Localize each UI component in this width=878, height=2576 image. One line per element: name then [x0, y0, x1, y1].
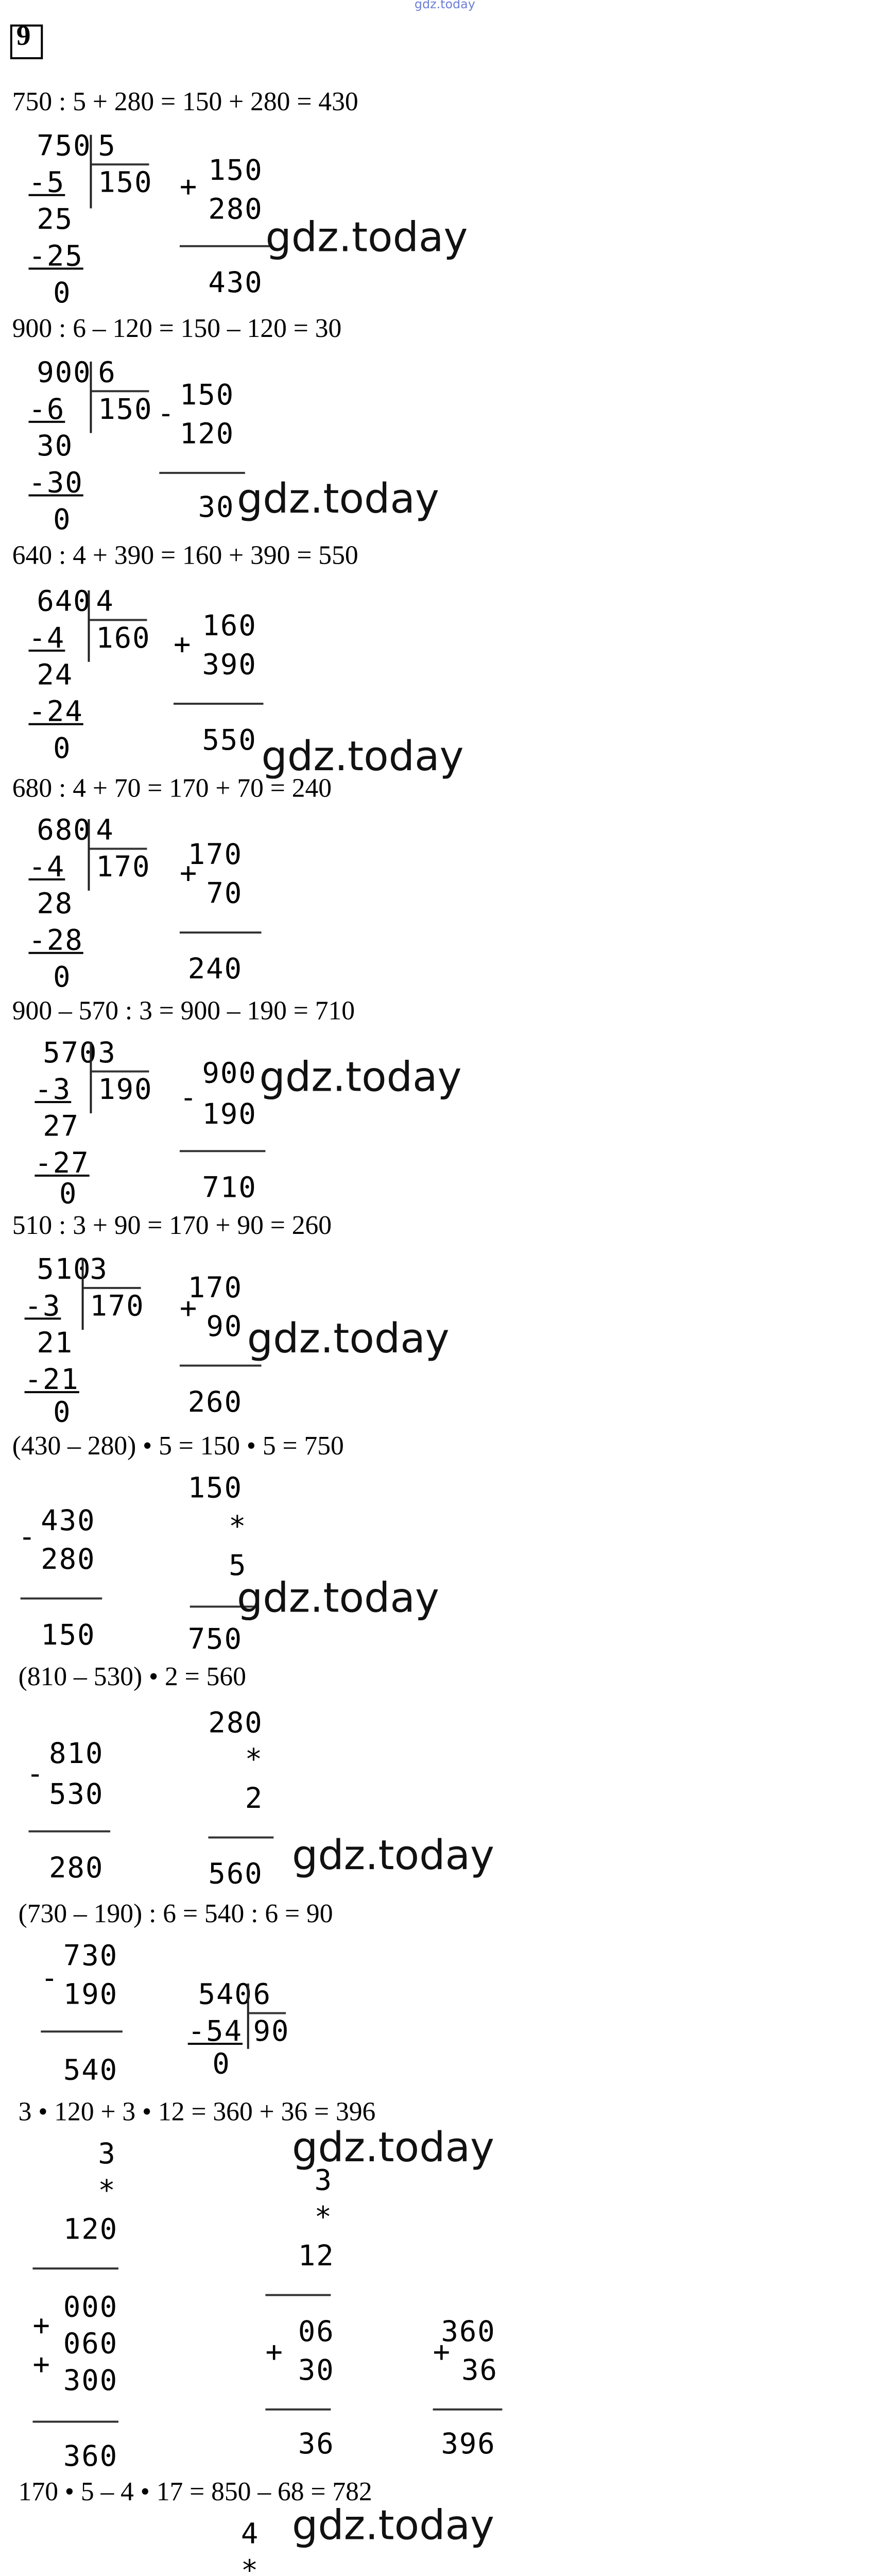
subtrahend-1: -5: [28, 167, 65, 200]
dividend: 640: [37, 586, 92, 619]
division-bar: [88, 590, 90, 662]
subtrahend-2: -28: [28, 925, 83, 958]
operand-b: 280: [41, 1544, 96, 1577]
subtrahend-1: -4: [28, 852, 65, 885]
partial-2: 060: [63, 2329, 118, 2362]
subtrahend-2: -24: [28, 697, 83, 730]
operand-b: 90: [206, 1311, 243, 1344]
remainder-2: 0: [53, 278, 72, 311]
equation-5: 900 – 570 : 3 = 900 – 190 = 710: [12, 994, 355, 1026]
operator: +: [32, 2349, 51, 2382]
operand-a: 3: [314, 2165, 333, 2198]
partial-2: 30: [298, 2355, 335, 2388]
product-line: [208, 1837, 273, 1839]
partial-1: 06: [298, 2316, 335, 2349]
sum-line: [180, 931, 262, 934]
operand-b: 190: [202, 1099, 257, 1132]
equation-11: 170 • 5 – 4 • 17 = 850 – 68 = 782: [18, 2476, 372, 2507]
divisor: 4: [96, 586, 114, 619]
watermark: gdz.today: [247, 1313, 450, 1363]
equation-7: (430 – 280) • 5 = 150 • 5 = 750: [12, 1430, 344, 1461]
watermark: gdz.today: [291, 2500, 495, 2550]
operand-b: 2: [245, 1783, 264, 1816]
operator: -: [26, 1758, 45, 1792]
subtrahend-2: -30: [28, 467, 83, 501]
operand-a: 4: [240, 2518, 260, 2552]
operand-a: 160: [202, 611, 257, 643]
result: 150: [41, 1620, 96, 1653]
operand-a: 280: [208, 1707, 263, 1741]
product-line: [265, 2294, 331, 2296]
equation-9: (730 – 190) : 6 = 540 : 6 = 90: [18, 1897, 333, 1928]
remainder-1: 30: [37, 431, 74, 464]
watermark: gdz.today: [265, 212, 468, 262]
subtrahend-1: -54: [187, 2016, 243, 2049]
watermark: gdz.today: [236, 473, 439, 523]
division-bar: [82, 1258, 84, 1330]
operator: *: [98, 2175, 116, 2209]
operand-a: 900: [202, 1058, 257, 1091]
operand-b: 190: [63, 1979, 118, 2012]
remainder-1: 27: [43, 1111, 80, 1144]
sum-line: [32, 2421, 118, 2423]
operand-a: 430: [41, 1505, 96, 1538]
subtrahend-1: -6: [28, 394, 65, 427]
difference-line: [29, 1831, 111, 1833]
subtrahend-2: -21: [24, 1364, 79, 1398]
operator: +: [174, 629, 192, 662]
equation-3: 640 : 4 + 390 = 160 + 390 = 550: [12, 539, 358, 570]
operand-a: 150: [208, 155, 263, 188]
operand-b: 390: [202, 649, 257, 683]
watermark: gdz.today: [236, 1573, 439, 1622]
task-number: 9: [16, 22, 31, 54]
quotient: 170: [90, 1291, 145, 1324]
remainder-1: 21: [37, 1328, 74, 1361]
operator: -: [41, 1963, 59, 1996]
dividend: 570: [43, 1038, 98, 1071]
result: 240: [187, 954, 243, 987]
sum-line: [180, 245, 269, 247]
subtrahend-2: -27: [35, 1148, 90, 1181]
operand-b: 5: [229, 1550, 247, 1583]
divisor: 5: [98, 130, 116, 164]
difference-line: [41, 2030, 123, 2032]
operator: +: [179, 858, 198, 891]
divisor: 4: [96, 815, 114, 848]
partial-3: 300: [63, 2365, 118, 2398]
operand-b: 70: [206, 878, 243, 911]
result: 360: [63, 2441, 118, 2474]
result: 550: [202, 725, 257, 758]
division-bar: [90, 1042, 92, 1113]
operand-a: 360: [441, 2316, 496, 2349]
difference-line: [21, 1598, 102, 1600]
quotient: 90: [253, 2016, 290, 2049]
division-bar: [90, 362, 92, 433]
operator: -: [179, 1082, 198, 1115]
division-bar: [247, 1984, 249, 2049]
operator: +: [433, 2336, 452, 2370]
remainder-2: 0: [53, 733, 72, 766]
operand-b: 120: [63, 2214, 118, 2247]
operator: *: [229, 1512, 247, 1545]
operand-a: 170: [187, 1273, 243, 1306]
result: 36: [298, 2429, 335, 2462]
operand-a: 170: [187, 839, 243, 873]
watermark: gdz.today: [261, 731, 464, 781]
dividend: 510: [37, 1254, 92, 1287]
division-bar: [88, 819, 90, 891]
operand-a: 730: [63, 1940, 118, 1974]
operator: *: [245, 1744, 264, 1777]
divisor: 6: [98, 357, 116, 391]
result: 710: [202, 1172, 257, 1206]
quotient: 190: [98, 1074, 153, 1108]
quotient: 150: [98, 167, 153, 200]
sum-line: [180, 1365, 262, 1367]
result: 260: [187, 1387, 243, 1420]
remainder-2: 0: [59, 1178, 78, 1212]
difference-line: [159, 472, 245, 474]
divisor: 3: [98, 1038, 116, 1071]
remainder-1: 25: [37, 204, 74, 237]
division-line: [92, 163, 149, 165]
division-line: [92, 390, 149, 392]
equation-2: 900 : 6 – 120 = 150 – 120 = 30: [12, 312, 342, 344]
subtrahend-1: -3: [24, 1291, 61, 1324]
remainder-1: 24: [37, 659, 74, 693]
operand-a: 150: [187, 1472, 243, 1506]
product-line: [32, 2267, 118, 2269]
header-watermark: gdz.today: [414, 0, 475, 12]
operand-b: 280: [208, 194, 263, 227]
sum-line: [433, 2409, 503, 2411]
quotient: 160: [96, 623, 151, 656]
operator: +: [179, 1293, 198, 1326]
remainder-1: 0: [212, 2048, 231, 2082]
quotient: 170: [96, 852, 151, 885]
subtrahend-2: -25: [28, 241, 83, 274]
operator: -: [157, 398, 176, 431]
operator: +: [32, 2310, 51, 2343]
dividend: 750: [37, 130, 92, 164]
difference-line: [180, 1150, 266, 1152]
operand-b: 12: [298, 2241, 335, 2274]
remainder-2: 0: [53, 504, 72, 537]
result: 280: [49, 1853, 104, 1886]
result: 30: [198, 492, 235, 526]
operator: -: [18, 1521, 37, 1555]
equation-10: 3 • 120 + 3 • 12 = 360 + 36 = 396: [18, 2096, 376, 2127]
sum-line: [174, 703, 263, 705]
operand-b: 530: [49, 1779, 104, 1812]
remainder-2: 0: [53, 1397, 72, 1430]
division-line: [92, 1071, 149, 1073]
operator: +: [179, 172, 198, 205]
equation-1: 750 : 5 + 280 = 150 + 280 = 430: [12, 86, 358, 117]
sum-line: [265, 2409, 331, 2411]
division-line: [90, 848, 147, 850]
division-bar: [90, 135, 92, 209]
result: 750: [187, 1624, 243, 1657]
operand-a: 3: [98, 2139, 116, 2172]
operator: *: [314, 2202, 333, 2235]
result: 560: [208, 1859, 263, 1892]
dividend: 540: [198, 1979, 253, 2012]
watermark: gdz.today: [291, 2122, 495, 2172]
operand-b: 120: [179, 418, 235, 452]
equation-4: 680 : 4 + 70 = 170 + 70 = 240: [12, 772, 332, 803]
division-line: [249, 2012, 286, 2014]
operator: +: [265, 2336, 284, 2370]
operator: *: [240, 2555, 260, 2576]
result: 396: [441, 2429, 496, 2462]
operand-a: 810: [49, 1738, 104, 1771]
watermark: gdz.today: [291, 1830, 495, 1879]
result: 430: [208, 267, 263, 300]
equation-8: (810 – 530) • 2 = 560: [18, 1660, 246, 1692]
result: 540: [63, 2055, 118, 2088]
division-line: [84, 1287, 141, 1289]
subtrahend-1: -3: [35, 1074, 72, 1108]
dividend: 900: [37, 357, 92, 391]
remainder-2: 0: [53, 962, 72, 995]
operand-b: 36: [461, 2355, 498, 2388]
division-line: [90, 619, 147, 621]
watermark: gdz.today: [259, 1052, 462, 1101]
divisor: 3: [90, 1254, 108, 1287]
partial-1: 000: [63, 2292, 118, 2325]
quotient: 150: [98, 394, 153, 427]
subtrahend-1: -4: [28, 623, 65, 656]
equation-6: 510 : 3 + 90 = 170 + 90 = 260: [12, 1209, 332, 1240]
operand-a: 150: [179, 380, 235, 413]
dividend: 680: [37, 815, 92, 848]
remainder-1: 28: [37, 888, 74, 922]
divisor: 6: [253, 1979, 272, 2012]
